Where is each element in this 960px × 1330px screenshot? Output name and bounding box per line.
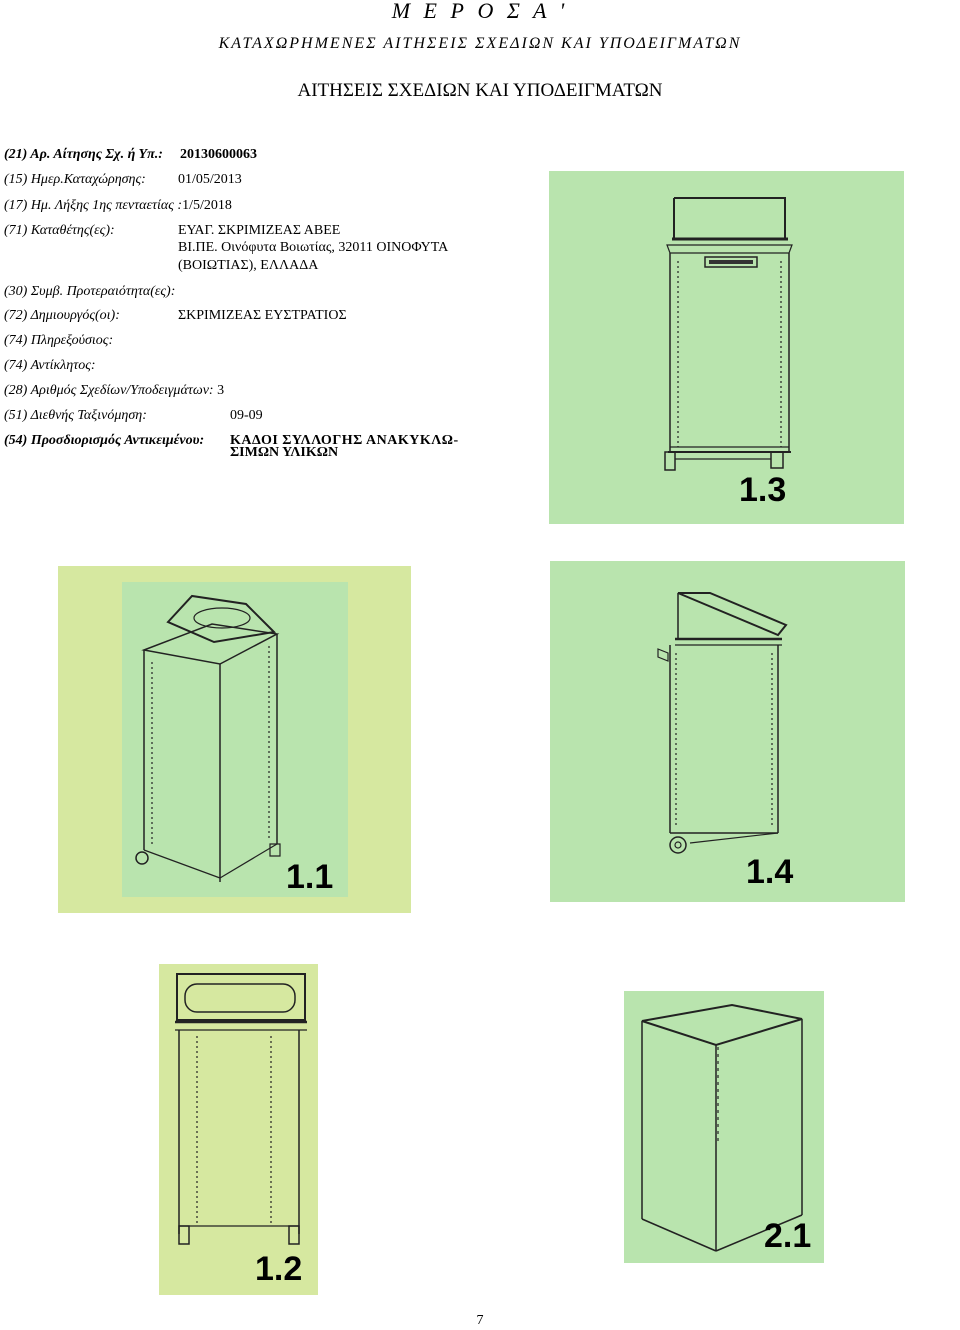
figure-label: 1.1 (286, 858, 334, 896)
figure-label: 2.1 (764, 1217, 812, 1255)
field-value: 09-09 (230, 408, 263, 423)
bin-perspective-view-drawing (122, 582, 348, 897)
field-expiry-date (4, 198, 232, 214)
applicant-address-2: (ΒΟΙΩΤΙΑΣ), ΕΛΛΑΔΑ (178, 258, 319, 273)
field-designer (4, 308, 347, 324)
field-label: (21) Αρ. Αίτησης Σχ. ή Υπ.: (4, 147, 163, 162)
applicant-address-1: ΒΙ.ΠΕ. Οινόφυτα Βοιωτίας, 32011 ΟΙΝΟΦΥΤΑ (178, 240, 449, 255)
bin-narrow-front-view-drawing (159, 964, 318, 1295)
figure-1-1 (58, 566, 411, 913)
field-attorney (4, 333, 113, 349)
field-value: 1/5/2018 (182, 198, 232, 213)
field-label: (54) Προσδιορισμός Αντικειμένου: (4, 433, 205, 448)
field-value: ΣΚΡΙΜΙΖΕΑΣ ΕΥΣΤΡΑΤΙΟΣ (178, 308, 347, 323)
figure-1-4 (550, 561, 905, 902)
figure-1-2 (159, 964, 318, 1295)
figure-1-3 (549, 171, 904, 524)
field-value: 3 (217, 383, 225, 398)
field-label: (72) Δημιουργός(οι): (4, 308, 120, 323)
figure-1-1-inner (122, 582, 348, 897)
field-app-number (4, 147, 257, 163)
figure-label: 1.2 (255, 1250, 303, 1288)
field-applicant (4, 223, 449, 273)
section-title: ΑΙΤΗΣΕΙΣ ΣΧΕΔΙΩΝ ΚΑΙ ΥΠΟΔΕΙΓΜΑΤΩΝ (297, 80, 663, 101)
bin-side-view-drawing (550, 561, 905, 902)
field-label: (51) Διεθνής Ταξινόμηση: (4, 408, 147, 423)
field-label: (71) Καταθέτης(ες): (4, 223, 115, 238)
field-product (4, 433, 459, 460)
field-label: (74) Αντίκλητος: (4, 358, 96, 373)
product-line-2: ΣΙΜΩΝ ΥΛΙΚΩΝ (230, 445, 339, 460)
field-label: (30) Συμβ. Προτεραιότητα(ες): (4, 284, 176, 299)
field-classification (4, 408, 263, 424)
field-representative (4, 358, 96, 374)
field-value: 01/05/2013 (178, 172, 242, 187)
field-value: 20130600063 (180, 147, 257, 162)
field-label: (17) Ημ. Λήξης 1ης πενταετίας : (4, 198, 183, 213)
part-heading: Μ Ε Ρ Ο Σ Α ' (391, 0, 569, 23)
field-label: (15) Ημερ.Καταχώρησης: (4, 172, 146, 187)
field-label: (74) Πληρεξούσιος: (4, 333, 114, 348)
figure-2-1 (624, 991, 824, 1263)
bin-front-view-drawing (549, 171, 904, 524)
field-filing-date (4, 172, 242, 188)
field-label: (28) Αριθμός Σχεδίων/Υποδειγμάτων: (4, 383, 214, 398)
figure-label: 1.3 (739, 471, 787, 509)
figure-label: 1.4 (746, 853, 794, 891)
applicant-name: ΕΥΑΓ. ΣΚΡΙΜΙΖΕΑΣ ΑΒΕΕ (178, 223, 341, 238)
field-priority (4, 284, 175, 300)
field-design-count (4, 383, 224, 399)
product-line-1: ΚΑΔΟΙ ΣΥΛΛΟΓΗΣ ΑΝΑΚΥΚΛΩ- (230, 433, 459, 448)
bulletin-subtitle: ΚΑΤΑΧΩΡΗΜΕΝΕΣ ΑΙΤΗΣΕΙΣ ΣΧΕΔΙΩΝ ΚΑΙ ΥΠΟΔΕΙΓΜΑΤΩΝ (218, 35, 742, 52)
page-number: 7 (476, 1313, 484, 1328)
